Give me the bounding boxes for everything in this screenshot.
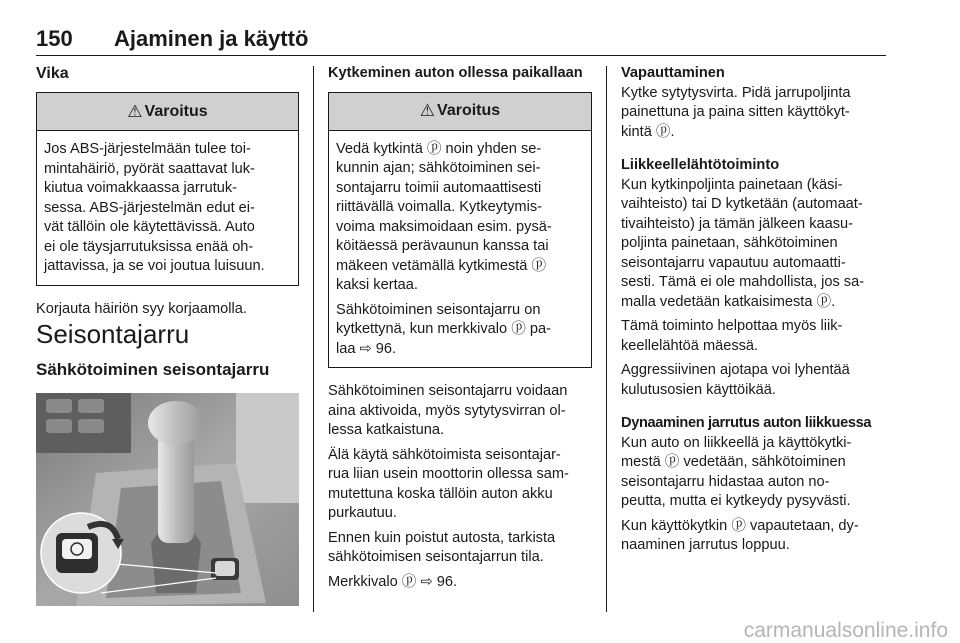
section-title: Seisontajarru	[36, 319, 190, 349]
warning-header	[329, 93, 591, 131]
text-line: mutettuna koska tällöin auton akku	[328, 485, 553, 502]
warning-triangle-icon: ⚠	[127, 101, 143, 121]
text-line: purkautuu.	[328, 505, 397, 521]
warning-triangle-icon: ⚠	[419, 101, 436, 121]
warning-line: kytkettynä, kun merkkivalo ⓟ pa-	[336, 321, 551, 337]
text-line: vaihteisto) tai D kytketään (automaat-	[621, 196, 863, 212]
parking-brake-illustration	[36, 393, 299, 606]
subsection-title: Sähkötoiminen seisontajarru	[36, 360, 270, 379]
watermark	[0, 619, 960, 643]
warning-body	[329, 131, 591, 368]
warning-line: Vedä kytkintä ⓟ noin yhden se-	[336, 140, 542, 157]
text-line: painettuna ja paina sitten käyttökyt-	[621, 104, 850, 120]
fault-heading: Vika	[36, 65, 69, 82]
text-line: Sähkötoiminen seisontajarru voidaan	[328, 383, 568, 399]
text-line: Älä käytä sähkötoimista seisontajar-	[328, 446, 561, 463]
launch-text-3	[621, 361, 887, 400]
warning-line: köitäessä perävaunun kanssa tai	[336, 238, 549, 254]
paragraph-check	[328, 529, 592, 568]
warning-line: sessa. ABS-järjestelmän edut ei-	[44, 199, 255, 216]
warning-paragraph-1	[336, 140, 583, 296]
text-line: seisontajarru hidastaa auton no-	[621, 473, 830, 490]
warning-line: kiutua voimakkaassa jarrutuk-	[44, 180, 238, 196]
text-line: malla vedetään katkaisimesta ⓟ.	[621, 293, 836, 310]
text-line: aina aktivoida, myös sytytysvirran ol-	[328, 402, 566, 419]
text-line: keellelähtöä mäessä.	[621, 337, 759, 354]
paragraph-battery	[328, 446, 592, 524]
indicator-reference: Merkkivalo ⓟ ⇨ 96.	[328, 573, 458, 590]
release-text	[621, 84, 887, 143]
text-line: sesti. Tämä ei ole mahdollista, jos sa-	[621, 274, 865, 290]
text-line: Kytke sytytysvirta. Pidä jarrupoljinta	[621, 84, 851, 101]
warning-line: sontajarru toimii automaattisesti	[336, 179, 542, 196]
warning-line: jattavissa, ja se voi joutua luisuun.	[44, 258, 265, 274]
text-line: Tämä toiminto helpottaa myös liik-	[621, 318, 843, 334]
column-1	[36, 64, 299, 606]
warning-line: vät tällöin ole käytettävissä. Auto	[44, 219, 255, 235]
warning-line: laa ⇨ 96.	[336, 340, 397, 357]
warning-line: kaksi kertaa.	[336, 277, 418, 293]
column-divider-2	[606, 66, 607, 612]
dynamic-braking-text	[621, 434, 887, 512]
warning-line: mintahäiriö, pyörät saattavat luk-	[44, 160, 255, 177]
warning-box-abs	[36, 92, 299, 286]
column-divider-1	[313, 66, 314, 612]
paragraph-activation	[328, 382, 592, 441]
text-line: Kun auto on liikkeellä ja käyttökytki-	[621, 434, 852, 451]
text-line: mestä ⓟ vedetään, sähkötoiminen	[621, 454, 846, 470]
warning-title: Varoitus	[437, 102, 501, 120]
warning-box-engage	[328, 92, 592, 369]
warning-line: Jos ABS-järjestelmään tulee toi-	[44, 141, 251, 157]
page-header	[36, 26, 886, 52]
watermark-text: carmanualsonline.info	[743, 619, 948, 642]
text-line: naaminen jarrutus loppuu.	[621, 537, 790, 553]
page-number: 150	[36, 26, 73, 51]
text-line: tivaihteisto) ja tämän jälkeen kaasu-	[621, 215, 853, 232]
dynamic-braking-text-2	[621, 517, 887, 556]
text-line: sähkötoimisen seisontajarrun tila.	[328, 549, 544, 565]
warning-line: mäkeen vetämällä kytkimestä ⓟ	[336, 257, 547, 274]
warning-line: voima maksimoidaan esim. pysä-	[336, 218, 552, 235]
text-line: rua liian usein moottorin ollessa sam-	[328, 466, 569, 482]
release-heading: Vapauttaminen	[621, 65, 725, 81]
text-line: Kun kytkinpoljinta painetaan (käsi-	[621, 176, 843, 193]
warning-line: riittävällä voimalla. Kytkeytymis-	[336, 199, 542, 215]
text-line: kintä ⓟ.	[621, 123, 675, 140]
warning-body	[37, 131, 298, 285]
header-rule	[36, 55, 886, 56]
launch-heading: Liikkeellelähtötoiminto	[621, 157, 780, 173]
chapter-title: Ajaminen ja käyttö	[114, 26, 309, 51]
text-line: Aggressiivinen ajotapa voi lyhentää	[621, 362, 850, 378]
text-line: seisontajarru vapautuu automaatti-	[621, 254, 846, 271]
text-line: lessa katkaistuna.	[328, 422, 445, 438]
text-line: peutta, mutta ei kytkeydy pysyvästi.	[621, 493, 851, 509]
column-3	[621, 64, 887, 556]
dynamic-braking-heading: Dynaaminen jarrutus auton liikkuessa	[621, 415, 872, 431]
stationary-heading: Kytkeminen auton ollessa paikallaan	[328, 65, 583, 81]
launch-text-2	[621, 317, 887, 356]
text-line: Kun käyttökytkin ⓟ vapautetaan, dy-	[621, 517, 859, 534]
warning-line: kunnin ajan; sähkötoiminen sei-	[336, 160, 541, 176]
text-line: kulutusosien käyttöikää.	[621, 381, 776, 398]
warning-line: Sähkötoiminen seisontajarru on	[336, 301, 541, 318]
repair-text: Korjauta häiriön syy korjaamolla.	[36, 300, 247, 317]
warning-paragraph-2	[336, 301, 583, 360]
warning-line: ei ole täysjarrutuksissa enää oh-	[44, 238, 254, 255]
warning-title: Varoitus	[144, 102, 208, 120]
column-2	[328, 64, 592, 592]
launch-text	[621, 176, 887, 313]
warning-header	[37, 93, 298, 131]
text-line: Ennen kuin poistut autosta, tarkista	[328, 529, 556, 546]
text-line: poljinta painetaan, sähkötoiminen	[621, 235, 838, 251]
